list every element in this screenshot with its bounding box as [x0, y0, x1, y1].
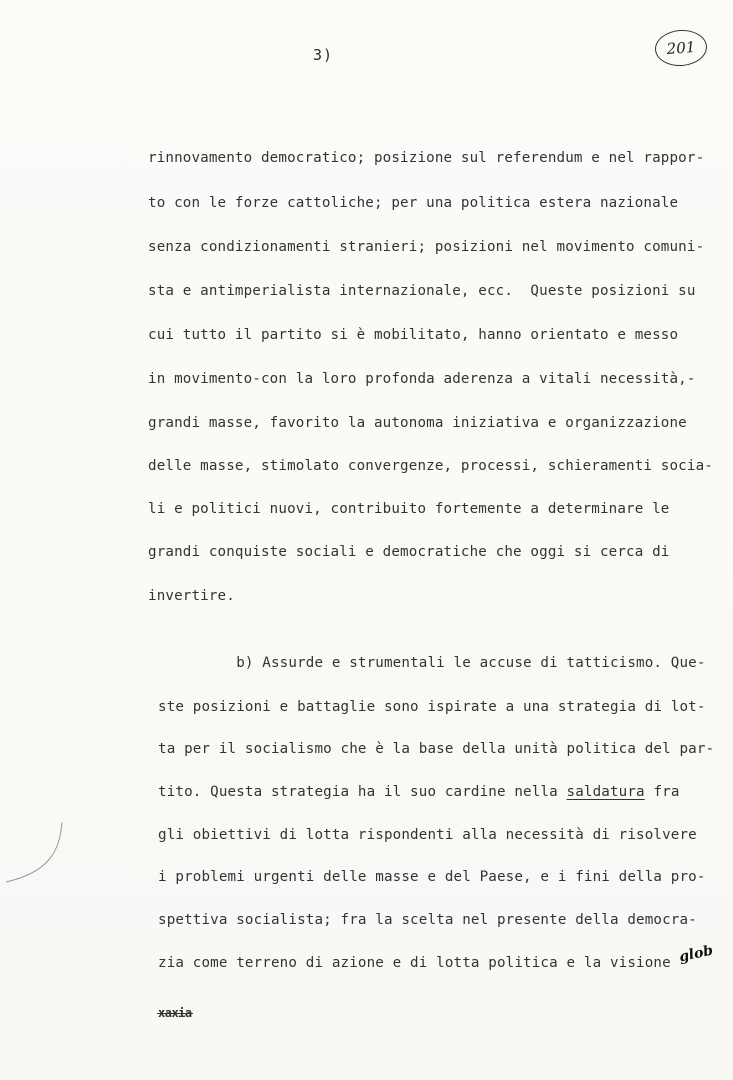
text-line: i problemi urgenti delle masse e del Paese, e i fini della pro- [158, 869, 706, 885]
text-line [158, 784, 680, 800]
text-line: rinnovamento democratico; posizione sul referendum e nel rappor- [148, 150, 705, 166]
page-number: 3) [313, 46, 334, 64]
text-line: senza condizionamenti stranieri; posizioni nel movimento comuni- [148, 239, 705, 255]
text-line: in movimento-con la loro profonda aderenza a vitali necessità,- [148, 371, 696, 387]
underlined-word: saldatura [566, 784, 645, 800]
text-line: cui tutto il partito si è mobilitato, hanno orientato e messo [148, 327, 679, 343]
margin-pencil-mark [0, 820, 70, 890]
struck-out-word: xaxia [158, 1006, 192, 1020]
text-line: delle masse, stimolato convergenze, processi, schieramenti socia- [148, 458, 713, 474]
text-line: li e politici nuovi, contribuito fortemente a determinare le [148, 501, 670, 517]
handwritten-addition: glob [677, 942, 715, 966]
text-line: grandi masse, favorito la autonoma iniziativa e organizzazione [148, 415, 687, 431]
archive-number-stamp: 201 [654, 28, 708, 68]
text-segment: tito. Questa strategia ha il suo cardine nella [158, 784, 567, 800]
text-line: zia come terreno di azione e di lotta politica e la visione [158, 955, 680, 971]
text-line: b) Assurde e strumentali le accuse di tatticismo. Que- [158, 655, 706, 671]
text-line: grandi conquiste sociali e democratiche che oggi si cerca di [148, 544, 670, 560]
text-line: invertire. [148, 588, 235, 604]
text-line: sta e antimperialista internazionale, ecc. Queste posizioni su [148, 283, 696, 299]
text-line: ste posizioni e battaglie sono ispirate a una strategia di lot- [158, 699, 706, 715]
text-segment: fra [644, 784, 680, 800]
text-line: spettiva socialista; fra la scelta nel presente della democra- [158, 912, 697, 928]
text-line: ta per il socialismo che è la base della unità politica del par- [158, 741, 715, 757]
text-line: gli obiettivi di lotta rispondenti alla necessità di risolvere [158, 827, 697, 843]
text-line: to con le forze cattoliche; per una politica estera nazionale [148, 195, 679, 211]
